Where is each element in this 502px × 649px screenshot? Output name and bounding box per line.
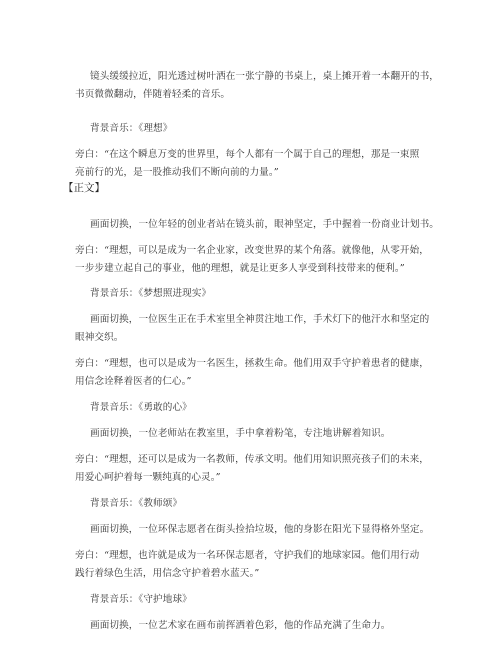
music-cue-4: 背景音乐：《教师颂》 — [90, 498, 183, 509]
section-heading: 【正文】 — [63, 182, 105, 194]
intro-line-1: 镜头缓缓拉近，阳光透过树叶洒在一张宁静的书桌上，桌上摊开着一本翻开的书， — [90, 71, 439, 82]
narration-3-line-2: 用信念诠释着医者的仁心。” — [75, 376, 192, 387]
narration-1-line-2: 亮前行的光，是一股推动我们不断向前的力量。” — [75, 167, 279, 178]
narration-4-line-2: 用爱心呵护着每一颗纯真的心灵。” — [75, 472, 221, 483]
scene-entrepreneur: 画面切换，一位年轻的创业者站在镜头前，眼神坚定，手中握着一份商业计划书。 — [90, 219, 439, 230]
narration-5-line-1: 旁白：“理想，也许就是成为一名环保志愿者，守护我们的地球家园。他们用行动 — [75, 550, 420, 561]
narration-2-line-1: 旁白：“理想，可以是成为一名企业家，改变世界的某个角落。就像他，从零开始， — [75, 245, 429, 256]
narration-5-line-2: 践行着绿色生活，用信念守护着碧水蓝天。” — [75, 568, 260, 579]
scene-doctor-line-2: 眼神交织。 — [75, 332, 124, 343]
narration-2-line-2: 一步步建立起自己的事业，他的理想，就是让更多人享受到科技带来的便利。” — [75, 263, 405, 274]
narration-3-line-1: 旁白：“理想，也可以是成为一名医生，拯救生命。他们用双手守护着患者的健康， — [75, 358, 429, 369]
narration-1-line-1: 旁白：“在这个瞬息万变的世界里，每个人都有一个属于自己的理想，那是一束照 — [75, 149, 420, 160]
music-cue-5: 背景音乐：《守护地球》 — [90, 594, 192, 605]
scene-teacher: 画面切换，一位老师站在教室里，手中拿着粉笔，专注地讲解着知识。 — [90, 428, 391, 439]
scene-doctor-line-1: 画面切换，一位医生正在手术室里全神贯注地工作，手术灯下的他汗水和坚定的 — [90, 314, 430, 325]
narration-4-line-1: 旁白：“理想，还可以是成为一名教师，传承文明。他们用知识照亮孩子们的未来， — [75, 454, 429, 465]
music-cue-3: 背景音乐：《勇敢的心》 — [90, 402, 192, 413]
music-cue-1: 背景音乐：《理想》 — [90, 123, 173, 134]
music-cue-2: 背景音乐：《梦想照进现实》 — [90, 288, 212, 299]
scene-volunteer: 画面切换，一位环保志愿者在街头捡拾垃圾，他的身影在阳光下显得格外坚定。 — [90, 524, 430, 535]
scene-artist: 画面切换，一位艺术家在画布前挥洒着色彩，他的作品充满了生命力。 — [90, 620, 391, 631]
intro-line-2: 书页微微翻动，伴随着轻柔的音乐。 — [75, 89, 231, 100]
